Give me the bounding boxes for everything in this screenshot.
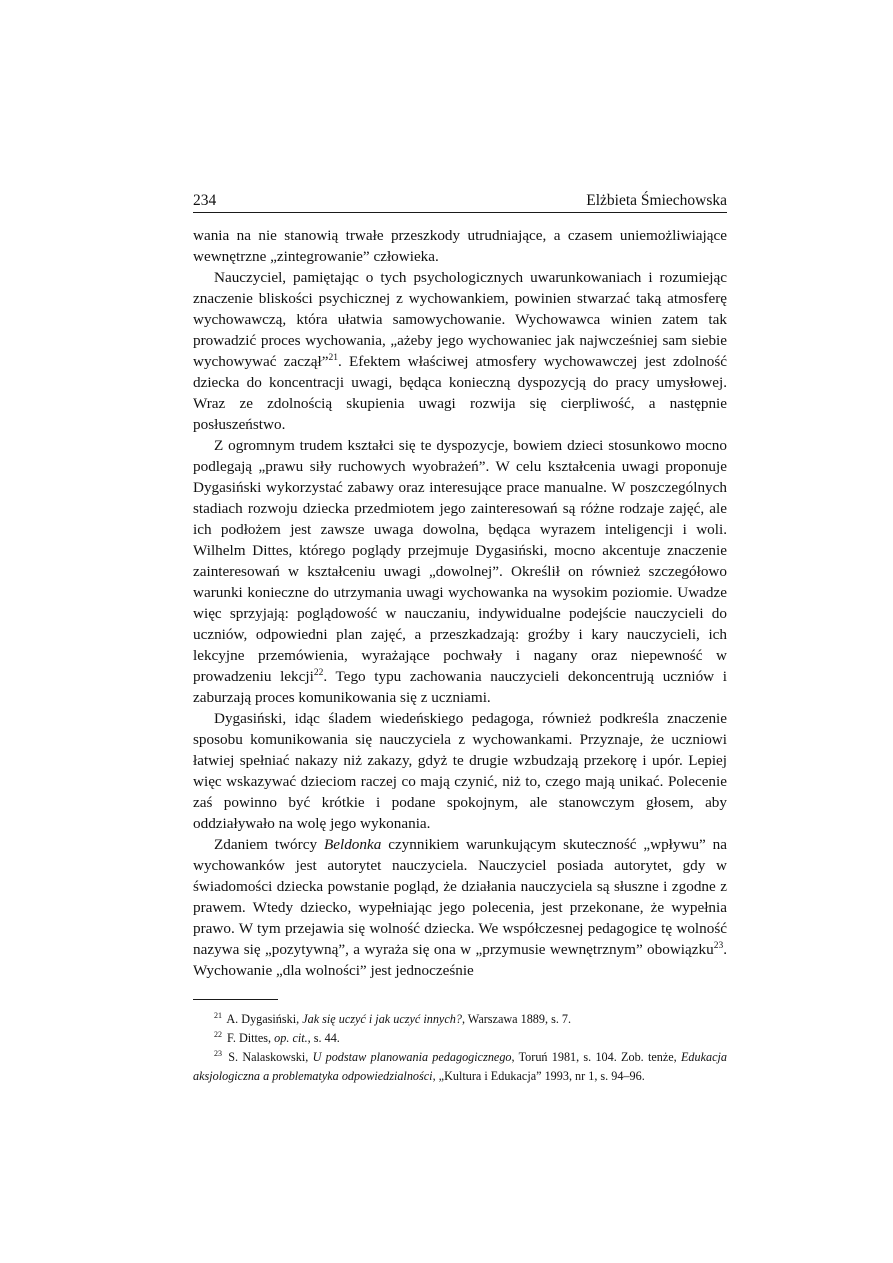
book-page bbox=[193, 190, 727, 1086]
footnote-ref[interactable]: 23 bbox=[713, 941, 724, 951]
page-number: 234 bbox=[193, 192, 217, 209]
footnote bbox=[193, 1048, 727, 1086]
footnote-ref[interactable]: 21 bbox=[328, 353, 338, 363]
footnote-title: Edukacja aksjologiczna a problematyka odpowiedzialności bbox=[193, 1050, 727, 1083]
footnote-text: S. Nalaskowski, bbox=[228, 1050, 313, 1064]
footnote-text: , s. 44. bbox=[307, 1031, 340, 1045]
paragraph-text: czynnikiem warunkującym skuteczność „wpływu” na wychowanków jest autorytet nauczyciela. Nauczyciel posiada autorytet, gdy w świadomości dziecka powstanie pogląd, że działania nauczyciela są słuszne i zgodne z prawem. Wtedy dziecko, wypełniając jego polecenia, jest przekonane, że wypełnia prawo. W tym przejawia się wolność dziecka. We współczesnej pedagogice tę wolność nazywa się „pozytywną”, a wyraża się ona w „przymusie wewnętrznym” obowiązku bbox=[193, 836, 728, 958]
footnotes bbox=[193, 1010, 727, 1086]
footnote-text: , „Kultura i Edukacja” 1993, nr 1, s. 94–96. bbox=[432, 1069, 645, 1083]
paragraph bbox=[193, 834, 727, 981]
paragraph-text: Nauczyciel, pamiętając o tych psychologicznych uwarunkowaniach i rozumiejąc znaczenie bliskości psychicznej z wychowankiem, powinien stwarzać taką atmosferę wychowawczą, która ułatwia samowychowanie. Wychowawca winien zatem tak prowadzić proces wychowania, „ażeby jego wychowaniec jak najwcześniej sam siebie wychowywać zaczął” bbox=[193, 269, 727, 370]
paragraph-text: Zdaniem twórcy bbox=[214, 836, 324, 853]
footnote-text: F. Dittes, bbox=[227, 1031, 275, 1045]
footnote-text: , Toruń 1981, s. 104. Zob. tenże, bbox=[511, 1050, 681, 1064]
paragraph-text: . Tego typu zachowania nauczycieli dekoncentrują uczniów i zaburzają proces komunikowania się z uczniami. bbox=[193, 668, 728, 706]
paragraph bbox=[193, 708, 727, 834]
footnote-number: 23 bbox=[214, 1049, 222, 1058]
paragraph-text: . Efektem właściwej atmosfery wychowawczej jest zdolność dziecka do koncentracji uwagi, będąca konieczną dyspozycją do pracy umysłowej. Wraz ze zdolnością skupienia uwagi rozwija się cierpliwość, a następnie posłuszeństwo. bbox=[193, 353, 727, 433]
footnote-ref[interactable]: 22 bbox=[313, 668, 324, 678]
footnote-number: 21 bbox=[214, 1011, 222, 1020]
paragraph-text: Dygasiński, idąc śladem wiedeńskiego pedagoga, również podkreśla znaczenie sposobu komunikowania się nauczyciela z wychowankami. Przyznaje, że uczniowi łatwiej spełniać nakazy niż zakazy, gdyż te drugie wzbudzają przekorę i upór. Lepiej więc wskazywać dzieciom raczej co mają czynić, niż to, czego mają unikać. Polecenie zaś powinno być krótkie i podane spokojnym, ale stanowczym głosem, aby oddziaływało na wolę jego wykonania. bbox=[193, 710, 727, 832]
paragraph-text: Z ogromnym trudem kształci się te dyspozycje, bowiem dzieci stosunkowo mocno podlegają „prawu siły ruchowych wyobrażeń”. W celu kształcenia uwagi proponuje Dygasiński wykorzystać zabawy oraz interesujące prace manualne. W poszczególnych stadiach rozwoju dziecka przedmiotem jego zainteresowań są różne rodzaje zajęć, ale ich podłożem jest zawsze uwaga dowolna, będąca wyrazem inteligencji i woli. Wilhelm Dittes, którego poglądy przejmuje Dygasiński, mocno akcentuje znaczenie zainteresowań w kształceniu uwagi „dowolnej”. Określił on również szczegółowo warunki konieczne do utrzymania uwagi wychowanka na wysokim poziomie. Uwadze więc sprzyjają: poglądowość w nauczaniu, indywidualne podejście nauczycieli do uczniów, odpowiedni plan zajęć, a przeszkadzają: groźby i kary nauczycieli, ich lekcyjne przemówienia, wyrażające pochwały i nagany oraz niepewność w prowadzeniu lekcji bbox=[193, 437, 727, 685]
body-text bbox=[193, 225, 727, 981]
footnote-title: U podstaw planowania pedagogicznego bbox=[312, 1050, 512, 1064]
footnote bbox=[193, 1010, 727, 1029]
running-header bbox=[193, 190, 727, 213]
footnote-number: 22 bbox=[214, 1030, 222, 1039]
paragraph-text: . Wychowanie „dla wolności” jest jednocześnie bbox=[193, 941, 727, 979]
book-title: Beldonka bbox=[323, 836, 382, 853]
footnote-text: A. Dygasiński, bbox=[226, 1012, 303, 1026]
footnote-divider bbox=[193, 999, 278, 1000]
running-head-author: Elżbieta Śmiechowska bbox=[586, 192, 727, 209]
footnote bbox=[193, 1029, 727, 1048]
paragraph bbox=[193, 267, 727, 435]
footnote-text: , Warszawa 1889, s. 7. bbox=[461, 1012, 572, 1026]
paragraph bbox=[193, 435, 727, 708]
paragraph bbox=[193, 225, 727, 267]
footnote-title: Jak się uczyć i jak uczyć innych? bbox=[302, 1012, 462, 1026]
footnote-title: op. cit. bbox=[274, 1031, 308, 1045]
paragraph-text: wania na nie stanowią trwałe przeszkody utrudniające, a czasem uniemożliwiające wewnętrzne „zintegrowanie” człowieka. bbox=[193, 227, 727, 265]
